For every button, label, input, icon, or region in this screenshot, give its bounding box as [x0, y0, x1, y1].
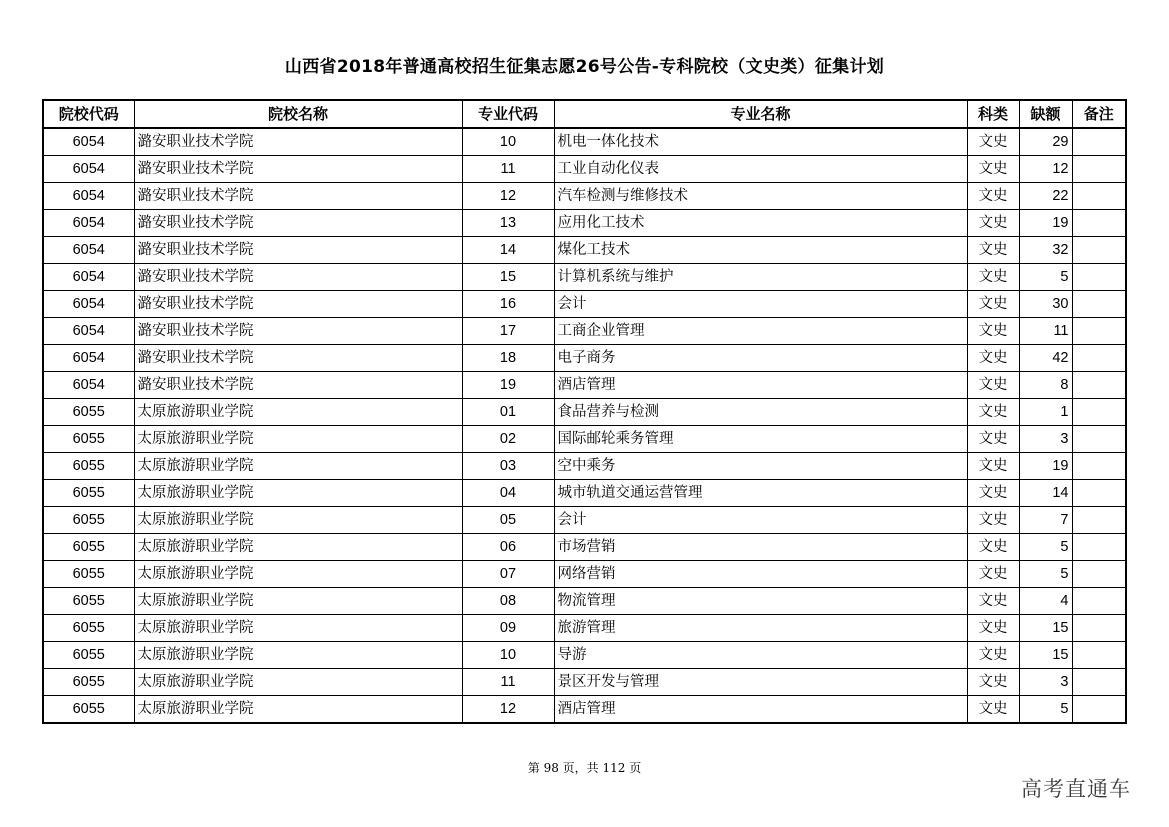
- cell-school-code: 6054: [43, 183, 134, 210]
- table-row: [43, 453, 1126, 480]
- cell-school-name: 潞安职业技术学院: [134, 345, 462, 372]
- cell-major-code: 05: [462, 507, 554, 534]
- cell-school-code: 6055: [43, 480, 134, 507]
- cell-school-name: 太原旅游职业学院: [134, 642, 462, 669]
- cell-vacancy: 7: [1019, 507, 1072, 534]
- cell-school-name: 太原旅游职业学院: [134, 480, 462, 507]
- cell-note: [1072, 507, 1126, 534]
- table-row: [43, 534, 1126, 561]
- cell-major-name: 计算机系统与维护: [554, 264, 967, 291]
- cell-school-code: 6055: [43, 561, 134, 588]
- watermark-logo: 高考直通车: [1021, 777, 1131, 801]
- cell-note: [1072, 264, 1126, 291]
- cell-vacancy: 42: [1019, 345, 1072, 372]
- cell-category: 文史: [967, 534, 1019, 561]
- cell-vacancy: 4: [1019, 588, 1072, 615]
- header-note: 备注: [1072, 100, 1126, 128]
- header-school-name: 院校名称: [134, 100, 462, 128]
- cell-school-name: 太原旅游职业学院: [134, 426, 462, 453]
- table-row: [43, 507, 1126, 534]
- cell-major-name: 工商企业管理: [554, 318, 967, 345]
- cell-note: [1072, 183, 1126, 210]
- cell-school-name: 潞安职业技术学院: [134, 237, 462, 264]
- table-row: [43, 210, 1126, 237]
- cell-school-name: 潞安职业技术学院: [134, 128, 462, 156]
- cell-school-name: 太原旅游职业学院: [134, 669, 462, 696]
- cell-category: 文史: [967, 507, 1019, 534]
- cell-major-code: 18: [462, 345, 554, 372]
- cell-category: 文史: [967, 615, 1019, 642]
- cell-school-name: 太原旅游职业学院: [134, 507, 462, 534]
- cell-category: 文史: [967, 345, 1019, 372]
- cell-note: [1072, 345, 1126, 372]
- cell-school-code: 6054: [43, 345, 134, 372]
- cell-major-code: 12: [462, 183, 554, 210]
- cell-major-name: 空中乘务: [554, 453, 967, 480]
- cell-note: [1072, 561, 1126, 588]
- cell-major-code: 10: [462, 128, 554, 156]
- cell-school-code: 6055: [43, 399, 134, 426]
- cell-major-name: 酒店管理: [554, 372, 967, 399]
- cell-vacancy: 14: [1019, 480, 1072, 507]
- cell-school-name: 太原旅游职业学院: [134, 399, 462, 426]
- cell-school-name: 潞安职业技术学院: [134, 372, 462, 399]
- cell-category: 文史: [967, 642, 1019, 669]
- header-major-name: 专业名称: [554, 100, 967, 128]
- cell-vacancy: 30: [1019, 291, 1072, 318]
- table-row: [43, 128, 1126, 156]
- cell-vacancy: 15: [1019, 642, 1072, 669]
- cell-school-code: 6055: [43, 642, 134, 669]
- cell-school-code: 6054: [43, 128, 134, 156]
- cell-major-code: 13: [462, 210, 554, 237]
- cell-major-code: 11: [462, 669, 554, 696]
- cell-school-code: 6055: [43, 615, 134, 642]
- cell-school-code: 6054: [43, 291, 134, 318]
- cell-major-code: 15: [462, 264, 554, 291]
- cell-category: 文史: [967, 453, 1019, 480]
- cell-note: [1072, 128, 1126, 156]
- table-body: [43, 128, 1126, 723]
- cell-major-code: 04: [462, 480, 554, 507]
- enrollment-plan-table: [42, 99, 1127, 724]
- cell-note: [1072, 426, 1126, 453]
- cell-category: 文史: [967, 291, 1019, 318]
- cell-major-name: 导游: [554, 642, 967, 669]
- header-vacancy: 缺额: [1019, 100, 1072, 128]
- cell-school-code: 6054: [43, 156, 134, 183]
- table-row: [43, 615, 1126, 642]
- cell-category: 文史: [967, 128, 1019, 156]
- header-school-code: 院校代码: [43, 100, 134, 128]
- cell-vacancy: 19: [1019, 210, 1072, 237]
- cell-note: [1072, 534, 1126, 561]
- cell-major-name: 物流管理: [554, 588, 967, 615]
- cell-school-name: 潞安职业技术学院: [134, 183, 462, 210]
- cell-vacancy: 29: [1019, 128, 1072, 156]
- cell-category: 文史: [967, 210, 1019, 237]
- cell-vacancy: 5: [1019, 534, 1072, 561]
- cell-vacancy: 5: [1019, 561, 1072, 588]
- cell-major-code: 03: [462, 453, 554, 480]
- cell-vacancy: 5: [1019, 696, 1072, 724]
- cell-note: [1072, 669, 1126, 696]
- cell-school-code: 6055: [43, 507, 134, 534]
- cell-major-code: 11: [462, 156, 554, 183]
- cell-vacancy: 12: [1019, 156, 1072, 183]
- cell-major-code: 06: [462, 534, 554, 561]
- table-row: [43, 480, 1126, 507]
- cell-note: [1072, 291, 1126, 318]
- cell-school-name: 太原旅游职业学院: [134, 561, 462, 588]
- cell-vacancy: 3: [1019, 669, 1072, 696]
- cell-major-name: 旅游管理: [554, 615, 967, 642]
- cell-major-name: 城市轨道交通运营管理: [554, 480, 967, 507]
- cell-school-code: 6055: [43, 426, 134, 453]
- cell-vacancy: 1: [1019, 399, 1072, 426]
- cell-note: [1072, 453, 1126, 480]
- cell-vacancy: 5: [1019, 264, 1072, 291]
- cell-school-name: 太原旅游职业学院: [134, 615, 462, 642]
- cell-major-code: 16: [462, 291, 554, 318]
- cell-category: 文史: [967, 372, 1019, 399]
- cell-major-name: 工业自动化仪表: [554, 156, 967, 183]
- cell-school-code: 6055: [43, 534, 134, 561]
- cell-major-name: 景区开发与管理: [554, 669, 967, 696]
- cell-major-code: 02: [462, 426, 554, 453]
- cell-major-name: 会计: [554, 291, 967, 318]
- cell-major-code: 07: [462, 561, 554, 588]
- cell-major-name: 酒店管理: [554, 696, 967, 724]
- cell-school-code: 6054: [43, 318, 134, 345]
- cell-note: [1072, 156, 1126, 183]
- cell-major-name: 煤化工技术: [554, 237, 967, 264]
- cell-note: [1072, 372, 1126, 399]
- cell-category: 文史: [967, 183, 1019, 210]
- cell-school-name: 潞安职业技术学院: [134, 156, 462, 183]
- cell-category: 文史: [967, 561, 1019, 588]
- table-row: [43, 345, 1126, 372]
- cell-category: 文史: [967, 426, 1019, 453]
- cell-vacancy: 22: [1019, 183, 1072, 210]
- cell-school-code: 6054: [43, 210, 134, 237]
- table-row: [43, 183, 1126, 210]
- cell-note: [1072, 615, 1126, 642]
- cell-school-code: 6054: [43, 264, 134, 291]
- cell-major-code: 08: [462, 588, 554, 615]
- cell-major-code: 14: [462, 237, 554, 264]
- cell-note: [1072, 588, 1126, 615]
- header-category: 科类: [967, 100, 1019, 128]
- cell-school-name: 潞安职业技术学院: [134, 318, 462, 345]
- cell-school-code: 6054: [43, 237, 134, 264]
- cell-category: 文史: [967, 399, 1019, 426]
- cell-major-name: 市场营销: [554, 534, 967, 561]
- table-row: [43, 237, 1126, 264]
- cell-note: [1072, 399, 1126, 426]
- cell-school-name: 太原旅游职业学院: [134, 696, 462, 724]
- cell-category: 文史: [967, 318, 1019, 345]
- cell-school-code: 6055: [43, 669, 134, 696]
- cell-vacancy: 32: [1019, 237, 1072, 264]
- cell-major-name: 应用化工技术: [554, 210, 967, 237]
- page-number: 第 98 页，共 112 页: [527, 761, 642, 775]
- table-row: [43, 696, 1126, 724]
- table-row: [43, 372, 1126, 399]
- table-row: [43, 156, 1126, 183]
- cell-category: 文史: [967, 480, 1019, 507]
- cell-school-name: 太原旅游职业学院: [134, 534, 462, 561]
- cell-category: 文史: [967, 669, 1019, 696]
- cell-note: [1072, 480, 1126, 507]
- cell-category: 文史: [967, 588, 1019, 615]
- cell-major-name: 国际邮轮乘务管理: [554, 426, 967, 453]
- cell-major-name: 食品营养与检测: [554, 399, 967, 426]
- cell-category: 文史: [967, 156, 1019, 183]
- table-row: [43, 291, 1126, 318]
- table-row: [43, 588, 1126, 615]
- table-row: [43, 642, 1126, 669]
- page-title: 山西省2018年普通高校招生征集志愿26号公告-专科院校（文史类）征集计划: [284, 57, 885, 77]
- cell-major-name: 网络营销: [554, 561, 967, 588]
- table-row: [43, 426, 1126, 453]
- cell-major-name: 会计: [554, 507, 967, 534]
- cell-school-name: 潞安职业技术学院: [134, 264, 462, 291]
- cell-vacancy: 19: [1019, 453, 1072, 480]
- cell-vacancy: 11: [1019, 318, 1072, 345]
- cell-major-code: 09: [462, 615, 554, 642]
- cell-major-code: 12: [462, 696, 554, 724]
- cell-category: 文史: [967, 264, 1019, 291]
- cell-major-code: 01: [462, 399, 554, 426]
- cell-school-code: 6055: [43, 588, 134, 615]
- cell-school-name: 潞安职业技术学院: [134, 210, 462, 237]
- cell-vacancy: 8: [1019, 372, 1072, 399]
- cell-school-name: 太原旅游职业学院: [134, 588, 462, 615]
- table-row: [43, 669, 1126, 696]
- cell-note: [1072, 696, 1126, 724]
- cell-vacancy: 15: [1019, 615, 1072, 642]
- cell-note: [1072, 642, 1126, 669]
- cell-note: [1072, 318, 1126, 345]
- cell-major-code: 17: [462, 318, 554, 345]
- header-major-code: 专业代码: [462, 100, 554, 128]
- cell-major-code: 19: [462, 372, 554, 399]
- cell-school-code: 6054: [43, 372, 134, 399]
- cell-major-name: 汽车检测与维修技术: [554, 183, 967, 210]
- cell-school-code: 6055: [43, 453, 134, 480]
- cell-school-code: 6055: [43, 696, 134, 724]
- cell-school-name: 潞安职业技术学院: [134, 291, 462, 318]
- cell-major-name: 机电一体化技术: [554, 128, 967, 156]
- cell-note: [1072, 237, 1126, 264]
- cell-major-name: 电子商务: [554, 345, 967, 372]
- table-row: [43, 399, 1126, 426]
- cell-vacancy: 3: [1019, 426, 1072, 453]
- table-row: [43, 561, 1126, 588]
- cell-category: 文史: [967, 696, 1019, 724]
- cell-note: [1072, 210, 1126, 237]
- cell-category: 文史: [967, 237, 1019, 264]
- table-header-row: [43, 100, 1126, 128]
- table-row: [43, 264, 1126, 291]
- table-row: [43, 318, 1126, 345]
- cell-school-name: 太原旅游职业学院: [134, 453, 462, 480]
- cell-major-code: 10: [462, 642, 554, 669]
